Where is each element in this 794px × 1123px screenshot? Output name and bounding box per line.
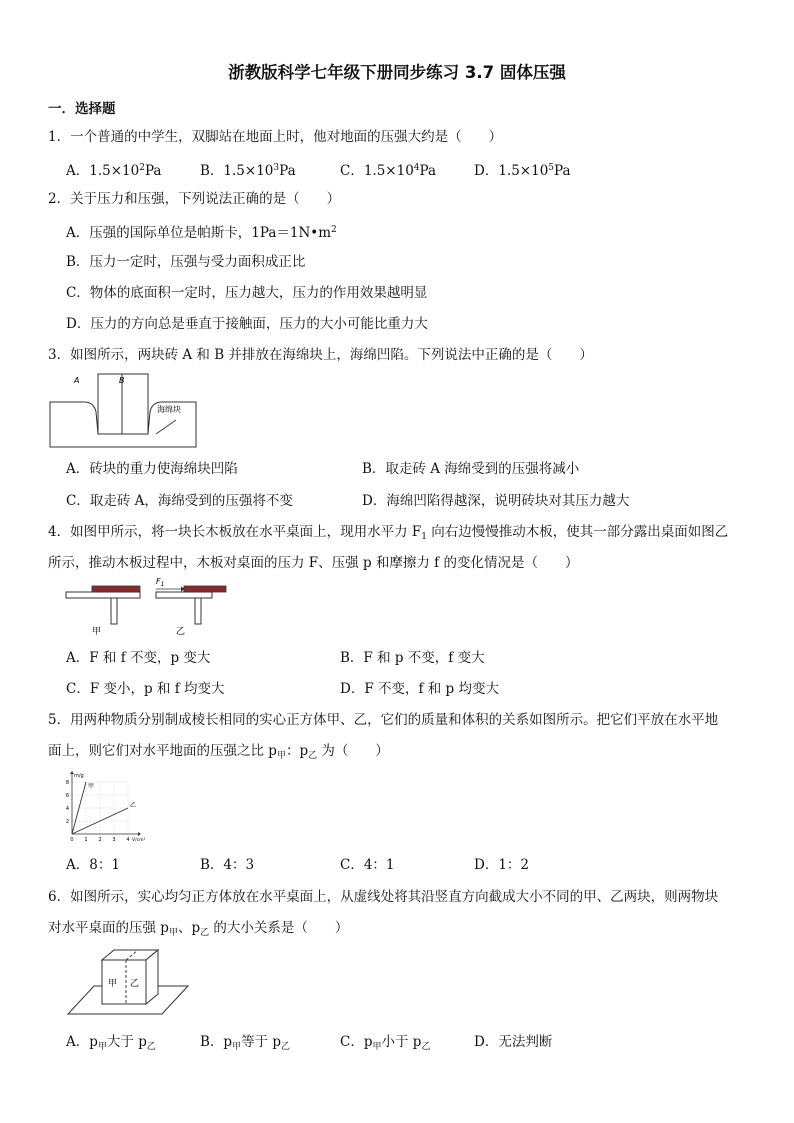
q5-stem-line1: 5．用两种物质分别制成棱长相同的实心正方体甲、乙，它们的质量和体积的关系如图所示。把它们平放在水平地 xyxy=(48,712,719,728)
table-top-yi xyxy=(156,592,212,598)
label-sponge: 海绵块 xyxy=(157,405,181,414)
q3-stem: 3．如图所示，两块砖 A 和 B 并排放在海绵块上，海绵凹陷。下列说法中正确的是（ ） xyxy=(48,347,593,363)
q1-stem: 1．一个普通的中学生，双脚站在地面上时，他对地面的压强大约是（ ） xyxy=(48,129,503,145)
q3-option-a: A．砖块的重力使海绵块凹陷 xyxy=(66,461,238,477)
q6-option-c: C．$p_甲$小于 $p_乙$ xyxy=(340,1034,431,1052)
q2-option-b: B．压力一定时，压强与受力面积成正比 xyxy=(66,254,306,270)
q6-figure-cut-cube xyxy=(66,946,192,1018)
q3-option-d: D．海绵凹陷得越深，说明砖块对其压力越大 xyxy=(362,493,630,509)
y-tick-label: 8 xyxy=(65,780,69,786)
x-tick-label: 2 xyxy=(98,837,102,843)
y-tick-label: 6 xyxy=(65,793,69,799)
series-label-jia: 甲 xyxy=(88,783,95,790)
q4-figure-board-on-table xyxy=(64,578,244,640)
q5-option-b: B．4：3 xyxy=(200,857,255,873)
q5-mass-volume-chart xyxy=(60,772,150,842)
q1-option-b: B．$1.5\times 10^3Pa$ xyxy=(200,163,296,179)
table-top-jia xyxy=(66,592,140,598)
q6-option-b: B．$p_甲$等于 $p_乙$ xyxy=(200,1034,291,1052)
label-yi: 乙 xyxy=(130,979,140,989)
x-tick-label: 4 xyxy=(126,837,130,843)
q3-figure-bricks-on-sponge xyxy=(48,372,218,450)
q3-option-b: B．取走砖 A 海绵受到的压强将减小 xyxy=(362,461,580,477)
section-title: 一．选择题 xyxy=(48,101,116,117)
q4-stem-line1: 4．如图甲所示，将一块长木板放在水平桌面上，现用水平力 $F_1$ 向右边慢慢推动木板，使其一部分露出桌面如图乙 xyxy=(48,524,729,542)
x-tick-label: 1 xyxy=(84,837,88,843)
q4-stem-line2: 所示，推动木板过程中，木板对桌面的压力 F、压强 p 和摩擦力 f 的变化情况是（ ） xyxy=(48,555,579,571)
q1-option-d: D．$1.5\times 10^5Pa$ xyxy=(474,163,571,179)
q1-option-a: A．$1.5\times 10^2Pa$ xyxy=(66,163,162,179)
board-yi xyxy=(184,586,226,592)
q4-option-b: B．F 和 p 不变，f 变大 xyxy=(340,650,485,666)
q1-option-c: C．$1.5\times 10^4Pa$ xyxy=(340,163,437,179)
series-label-yi: 乙 xyxy=(130,802,137,809)
x-tick-label: 3 xyxy=(112,837,116,843)
label-jia: 甲 xyxy=(92,627,102,637)
table-leg-yi xyxy=(195,598,201,624)
series-line-jia xyxy=(72,782,86,834)
y-tick-label: 4 xyxy=(65,806,69,812)
q6-stem-line2: 对水平桌面的压强 $p_甲$、$p_乙$ 的大小关系是（ ） xyxy=(48,920,349,938)
q5-stem-line2: 面上，则它们对水平地面的压强之比 $p_甲$：$p_乙$ 为（ ） xyxy=(48,743,389,761)
q6-option-d: D．无法判断 xyxy=(474,1034,553,1050)
q2-option-a: A．压强的国际单位是帕斯卡，$1Pa=1N•m^2$ xyxy=(66,225,337,241)
page-title: 浙教版科学七年级下册同步练习 3.7 固体压强 xyxy=(228,63,566,82)
label-yi: 乙 xyxy=(176,627,186,637)
label-jia: 甲 xyxy=(108,979,118,989)
label-a: A xyxy=(74,376,80,385)
x-axis-arrow xyxy=(138,832,141,836)
cube-side-face xyxy=(146,950,158,1004)
x-axis-label: V/cm³ xyxy=(132,838,146,843)
q4-option-c: C．F 变小，p 和 f 均变大 xyxy=(66,681,225,697)
board-jia xyxy=(92,586,140,592)
force-label: $F_1$ xyxy=(156,577,165,588)
q2-option-c: C．物体的底面积一定时，压力越大，压力的作用效果越明显 xyxy=(66,285,428,301)
q2-stem: 2．关于压力和压强，下列说法正确的是（ ） xyxy=(48,191,341,207)
y-tick-label: 2 xyxy=(65,819,69,825)
q6-option-a: A．$p_甲$大于 $p_乙$ xyxy=(66,1034,156,1052)
q5-option-d: D．1：2 xyxy=(474,857,530,873)
q5-option-c: C．4：1 xyxy=(340,857,395,873)
label-b: B xyxy=(119,376,125,385)
table-leg-jia xyxy=(111,598,117,624)
q3-option-c: C．取走砖 A，海绵受到的压强将不变 xyxy=(66,493,293,509)
sponge-pointer-line xyxy=(156,420,176,434)
q5-option-a: A．8：1 xyxy=(66,857,120,873)
q6-stem-line1: 6．如图所示，实心均匀正方体放在水平桌面上，从虚线处将其沿竖直方向截成大小不同的甲、乙两块，则两物块 xyxy=(48,889,719,905)
q4-option-a: A．F 和 f 不变，p 变大 xyxy=(66,650,211,666)
brick-b xyxy=(122,374,148,434)
q4-option-d: D．F 不变，f 和 p 均变大 xyxy=(340,681,499,697)
q2-option-d: D．压力的方向总是垂直于接触面，压力的大小可能比重力大 xyxy=(66,316,428,332)
x-tick-label: 0 xyxy=(70,837,74,843)
y-axis-label: m/g xyxy=(74,773,84,779)
